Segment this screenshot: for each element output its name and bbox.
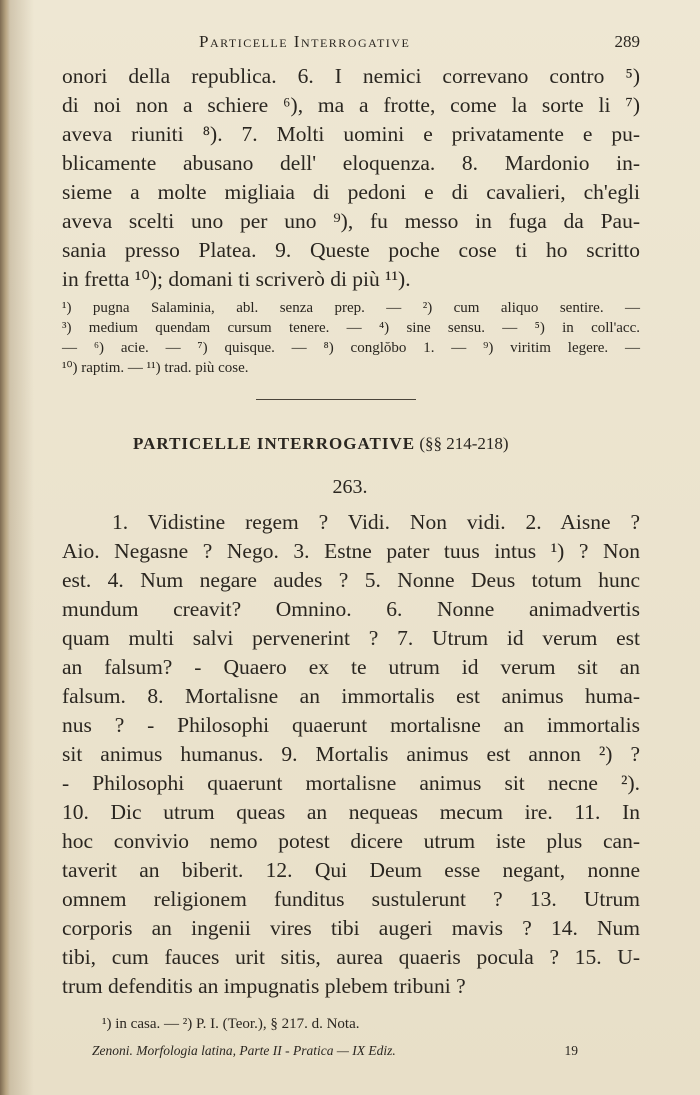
footnote-line: ¹) in casa. — ²) P. I. (Teor.), § 217. d. Nota. — [102, 1016, 360, 1032]
bottom-footnote — [102, 1014, 640, 1034]
text-line: onori della republica. 6. I nemici correvano contro ⁵) — [62, 64, 640, 88]
text-line: Aio. Negasne ? Nego. 3. Estne pater tuus intus ¹) ? Non — [62, 539, 640, 563]
text-line: 1. Vidistine regem ? Vidi. Non vidi. 2. Aisne ? — [112, 510, 640, 534]
text-line: di noi non a schiere ⁶), ma a frotte, come la sorte li ⁷) — [62, 93, 640, 117]
top-paragraph — [62, 62, 640, 294]
text-line: blicamente abusano dell' eloquenza. 8. Mardonio in- — [62, 151, 640, 175]
footer-citation: Zenoni. Morfologia latina, Parte II - Pratica — IX Ediz. — [92, 1043, 396, 1058]
text-line: corporis an ingenii vires tibi augeri mavis ? 14. Num — [62, 916, 640, 940]
text-line: taverit an biberit. 12. Qui Deum esse negant, nonne — [62, 858, 640, 882]
text-line: an falsum? - Quaero ex te utrum id verum sit an — [62, 655, 640, 679]
page-gutter — [0, 0, 10, 1095]
text-line: omnem religionem funditus sustulerunt ? 13. Utrum — [62, 887, 640, 911]
text-line: est. 4. Num negare audes ? 5. Nonne Deus totum hunc — [62, 568, 640, 592]
text-line: mundum creavit? Omnino. 6. Nonne animadvertis — [62, 597, 640, 621]
text-line: sieme a molte migliaia di pedoni e di cavalieri, ch'egli — [62, 180, 640, 204]
text-line: sania presso Platea. 9. Queste poche cose ti ho scritto — [62, 238, 640, 262]
text-line: falsum. 8. Mortalisne an immortalis est animus huma- — [62, 684, 640, 708]
text-line: quam multi salvi pervenerint ? 7. Utrum id verum est — [62, 626, 640, 650]
text-line: aveva riuniti ⁸). 7. Molti uomini e privatamente e pu- — [62, 122, 640, 146]
top-footnotes — [62, 298, 640, 378]
running-head-title: Particelle Interrogative — [199, 32, 411, 51]
section-heading — [133, 434, 593, 454]
text-line: - Philosophi quaerunt mortalisne animus sit necne ²). — [62, 771, 640, 795]
footnote-line: — ⁶) acie. — ⁷) quisque. — ⁸) conglŏbo 1. — ⁹) viritim legere. — — [62, 340, 640, 356]
text-line: 10. Dic utrum queas an nequeas mecum ire. 11. In — [62, 800, 640, 824]
exercise-paragraph — [62, 508, 640, 1001]
text-line: tibi, cum fauces urit sitis, aurea quaeris pocula ? 15. U- — [62, 945, 640, 969]
footnote-line: ³) medium quendam cursum tenere. — ⁴) sine sensu. — ⁵) in coll'acc. — [62, 320, 640, 336]
page-footer — [62, 1043, 640, 1063]
text-line: nus ? - Philosophi quaerunt mortalisne an immortalis — [62, 713, 640, 737]
exercise-number: 263. — [332, 476, 368, 498]
page-number: 289 — [614, 32, 640, 51]
footnote-line: ¹) pugna Salaminia, abl. senza prep. — ²) cum aliquo sentire. — — [62, 300, 640, 316]
running-head — [62, 32, 640, 56]
section-reference: (§§ 214-218) — [419, 434, 509, 453]
section-divider — [256, 399, 416, 400]
text-line: trum defenditis an impugnatis plebem tribuni ? — [62, 974, 466, 998]
text-line: hoc convivio nemo potest dicere utrum iste plus can- — [62, 829, 640, 853]
text-line: in fretta ¹⁰); domani ti scriverò di più ¹¹). — [62, 267, 411, 291]
section-title: PARTICELLE INTERROGATIVE — [133, 434, 416, 453]
footnote-line: ¹⁰) raptim. — ¹¹) trad. più cose. — [62, 360, 249, 376]
text-line: sit animus humanus. 9. Mortalis animus est annon ²) ? — [62, 742, 640, 766]
footer-signature: 19 — [564, 1043, 578, 1058]
text-line: aveva scelti uno per uno ⁹), fu messo in fuga da Pau- — [62, 209, 640, 233]
